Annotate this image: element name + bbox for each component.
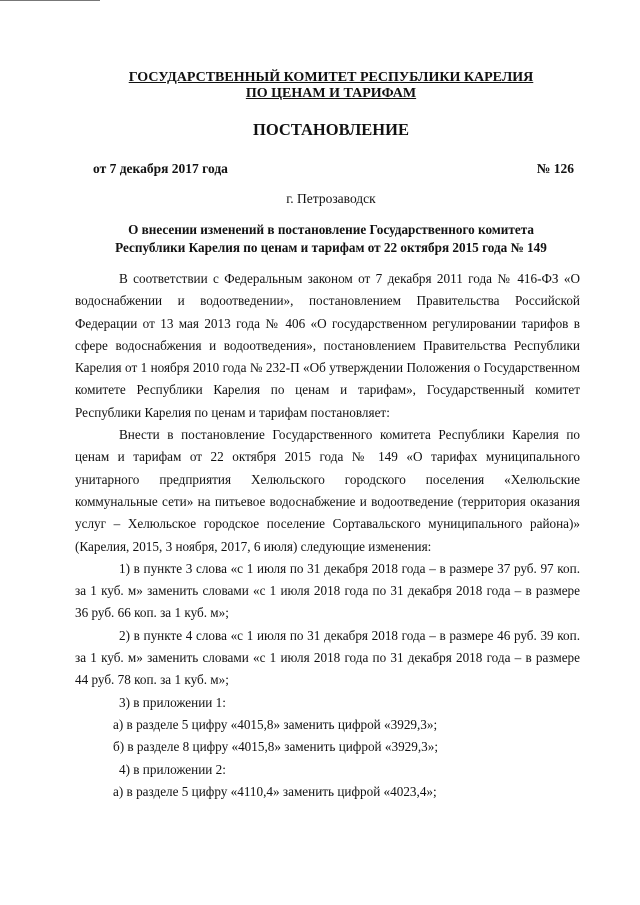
list-item-4a: а) в разделе 5 цифру «4110,4» заменить цифрой «4023,4»; [113, 783, 437, 799]
organization-name-line1: ГОСУДАРСТВЕННЫЙ КОМИТЕТ РЕСПУБЛИКИ КАРЕЛИЯ [128, 70, 534, 85]
organization-header [0, 70, 640, 102]
intro-paragraph: Внести в постановление Государственного комитета Республики Карелия по ценам и тарифам от 22 октября 2015 года № 149 «О тарифах муниципального унитарного предприятия Хелюльского городского поселения «Хелюльские коммунальные сети» на питьевое водоснабжение и водоотведение (территория оказания услуг – Хелюльское городское поселение Сортавальского муниципального района)» (Карелия, 2015, 3 ноября, 2017, 6 июля) следующие изменения: [75, 427, 580, 554]
document-type-title: ПОСТАНОВЛЕНИЕ [253, 120, 409, 139]
subject-line1: О внесении изменений в постановление Государственного комитета [128, 222, 534, 237]
document-date: от 7 декабря 2017 года [93, 161, 228, 176]
subject-line2: Республики Карелия по ценам и тарифам от 22 октября 2015 года № 149 [115, 240, 547, 255]
list-item-1: 1) в пункте 3 слова «с 1 июля по 31 декабря 2018 года – в размере 37 руб. 97 коп. за 1 куб. м» заменить словами «с 1 июля 2018 года по 31 декабря 2018 года – в размере 36 руб. 66 коп. за 1 куб. м»; [75, 560, 580, 621]
document-city: г. Петрозаводск [286, 191, 376, 206]
list-item-3: 3) в приложении 1: [119, 694, 226, 710]
list-item-4: 4) в приложении 2: [119, 761, 226, 777]
document-number: № 126 [536, 161, 574, 176]
list-item-2: 2) в пункте 4 слова «с 1 июля по 31 декабря 2018 года – в размере 46 руб. 39 коп. за 1 куб. м» заменить словами «с 1 июля 2018 года по 31 декабря 2018 года – в размере 44 руб. 78 коп. за 1 куб. м»; [75, 627, 580, 688]
preamble-paragraph: В соответствии с Федеральным законом от 7 декабря 2011 года № 416-ФЗ «О водоснабжении и водоотведении», постановлением Правительства Российской Федерации от 13 мая 2013 года № 406 «О государственном регулировании тарифов в сфере водоснабжения и водоотведения», постановлением Правительства Республики Карелия от 1 ноября 2010 года № 232-П «Об утверждении Положения о Государственном комитете Республики Карелия по ценам и тарифам», Государственный комитет Республики Карелия по ценам и тарифам постановляет: [75, 271, 580, 420]
organization-name-line2: ПО ЦЕНАМ И ТАРИФАМ [245, 86, 417, 101]
document-subject [0, 221, 640, 257]
list-item-3b: б) в разделе 8 цифру «4015,8» заменить цифрой «3929,3»; [113, 739, 439, 755]
document-body [75, 268, 580, 803]
scan-edge-line [0, 0, 100, 1]
list-item-3a: а) в разделе 5 цифру «4015,8» заменить цифрой «3929,3»; [113, 716, 438, 732]
